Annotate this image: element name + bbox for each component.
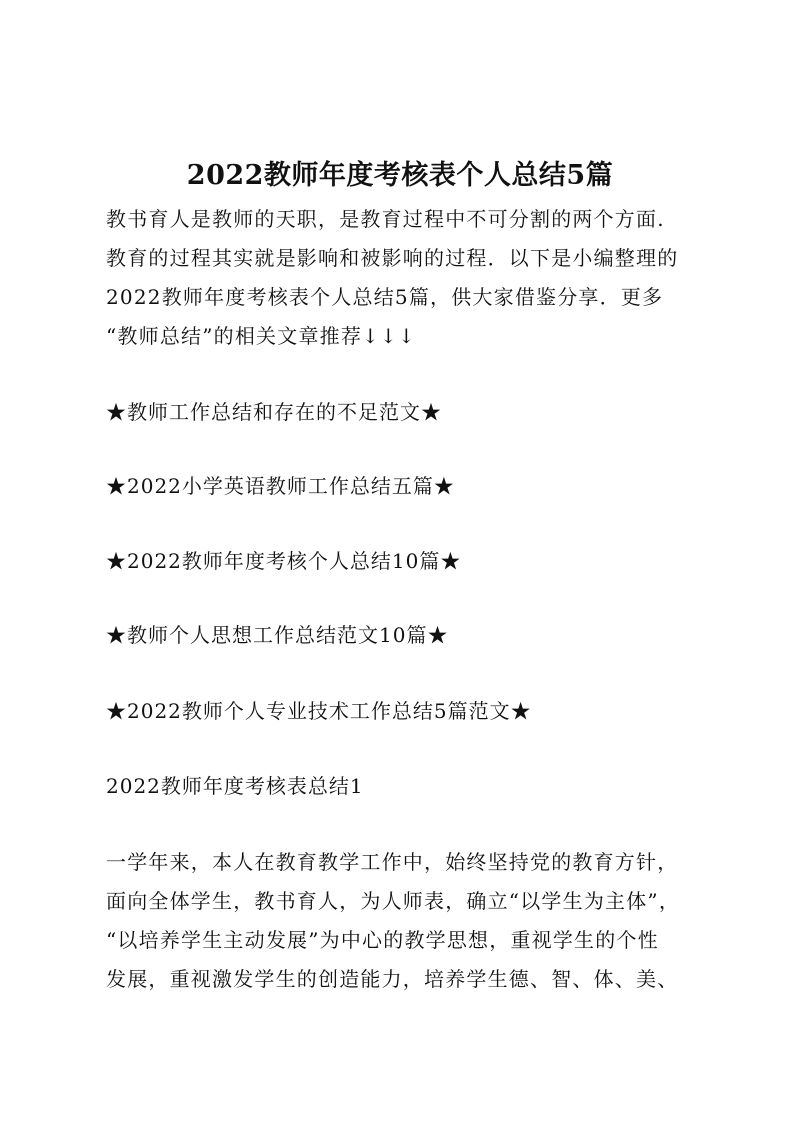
intro-line: 教书育人是教师的天职，是教育过程中不可分割的两个方面. (106, 207, 665, 231)
intro-line: 教育的过程其实就是影响和被影响的过程．以下是小编整理的 (106, 246, 679, 270)
body-line: “以培养学生主动发展”为中心的教学思想，重视学生的个性 (106, 928, 659, 952)
body-line: 发展，重视激发学生的创造能力，培养学生德、智、体、美、 (106, 967, 679, 991)
related-article-link[interactable]: ★2022小学英语教师工作总结五篇★ (106, 474, 455, 498)
related-article-link[interactable]: ★2022教师年度考核个人总结10篇★ (106, 549, 462, 573)
related-article-link[interactable]: ★教师工作总结和存在的不足范文★ (106, 400, 442, 424)
intro-line: 2022教师年度考核表个人总结5篇，供大家借鉴分享．更多 (106, 285, 664, 309)
document-title: 2022教师年度考核表个人总结5篇 (186, 160, 614, 191)
related-article-link[interactable]: ★教师个人思想工作总结范文10篇★ (106, 623, 449, 647)
intro-paragraph (106, 200, 706, 356)
body-line: 一学年来，本人在教育教学工作中，始终坚持党的教育方针， (106, 850, 679, 874)
body-paragraph (106, 843, 706, 999)
intro-line: “教师总结”的相关文章推荐↓↓↓ (106, 324, 416, 348)
section-heading: 2022教师年度考核表总结1 (106, 774, 364, 798)
body-line: 面向全体学生，教书育人，为人师表，确立“以学生为主体”， (106, 889, 681, 913)
related-article-link[interactable]: ★2022教师个人专业技术工作总结5篇范文★ (106, 699, 532, 723)
